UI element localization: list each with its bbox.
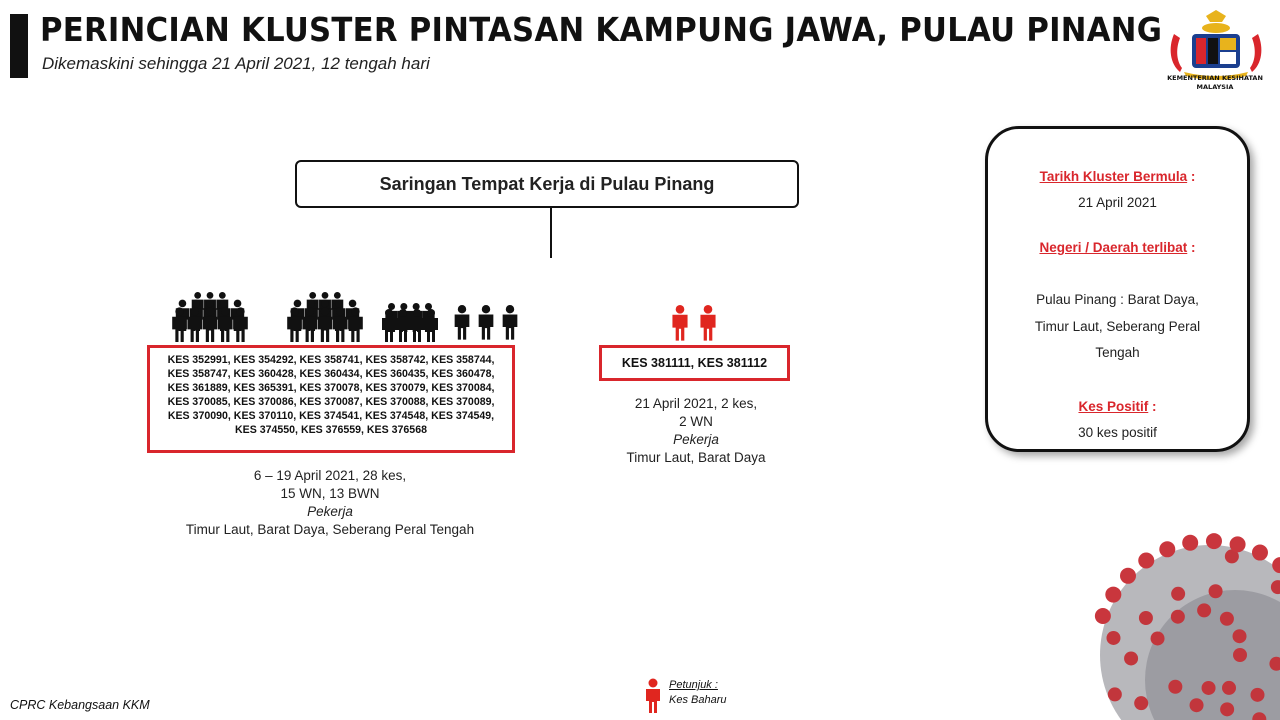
- group-1-description: [160, 467, 500, 539]
- group-1-line-2: 15 WN, 13 BWN: [280, 486, 380, 501]
- group-2-line-1: 21 April 2021, 2 kes,: [634, 396, 758, 411]
- group-1-case-list: KES 352991, KES 354292, KES 358741, KES 358742, KES 358744, KES 358747, KES 360428, KES 360434, KES 360435, KES 360478, KES 361889, KES 365391, KES 370078, KES 370079, KES 370084, KES 370085, KES 370086, KES 370087, KES 370088, KES 370089, KES 370090, KES 370110, KES 374541, KES 374548, KES 374549, KES 374550, KES 376559, KES 376568: [167, 354, 495, 436]
- title-accent-bar: [10, 14, 28, 78]
- coronavirus-illustration-icon: [1060, 495, 1280, 720]
- page-title: PERINCIAN KLUSTER PINTASAN KAMPUNG JAWA, PULAU PINANG: [40, 10, 1163, 49]
- ministry-caption: KEMENTERIAN KESIHATAN MALAYSIA: [1167, 74, 1263, 91]
- positive-label: Kes Positif: [1078, 399, 1149, 414]
- group-2-case-box: [599, 345, 790, 381]
- cluster-info-card: Tarikh Kluster Bermula : 21 April 2021 Negeri / Daerah terlibat : Pulau Pinang : Barat Daya, Timur Laut, Seberang Peral Tengah Kes Positif : 30 kes positif: [985, 126, 1250, 452]
- group-1-line-4: Timur Laut, Barat Daya, Seberang Peral Tengah: [185, 522, 475, 537]
- group-1-people-icons: [140, 282, 530, 344]
- legend-label: Kes Baharu: [669, 694, 727, 706]
- source-connector-line: [550, 208, 552, 258]
- person-icon: [503, 305, 518, 340]
- group-1-line-1: 6 – 19 April 2021, 28 kes,: [253, 468, 407, 483]
- legend-text: [669, 678, 726, 708]
- legend-title: Petunjuk :: [669, 679, 718, 691]
- group-2-line-2: 2 WN: [679, 414, 713, 429]
- positive-value: 30 kes positif: [1078, 425, 1157, 440]
- states-label: Negeri / Daerah terlibat: [1039, 240, 1188, 255]
- source-box: Saringan Tempat Kerja di Pulau Pinang: [295, 160, 799, 208]
- group-2-case-list: KES 381111, KES 381112: [621, 356, 768, 370]
- start-date-label: Tarikh Kluster Bermula: [1039, 169, 1188, 184]
- person-icon: [455, 305, 470, 340]
- states-value-2: Timur Laut, Seberang Peral: [1034, 319, 1201, 334]
- group-2-line-3: Pekerja: [673, 432, 719, 447]
- group-2-description: [596, 395, 796, 467]
- group-1-case-box: [147, 345, 515, 453]
- person-icon: [700, 305, 715, 341]
- states-value-3: Tengah: [1095, 345, 1140, 360]
- person-icon: [479, 305, 494, 340]
- person-icon: [672, 305, 687, 341]
- footer-source: CPRC Kebangsaan KKM: [10, 698, 150, 712]
- page-subtitle: Dikemaskini sehingga 21 April 2021, 12 tengah hari: [42, 54, 430, 73]
- group-2-people-icons: [666, 302, 722, 344]
- start-date-value: 21 April 2021: [1078, 195, 1157, 210]
- group-1-line-3: Pekerja: [307, 504, 353, 519]
- legend-red-person-icon: [643, 678, 663, 714]
- states-value-1: Pulau Pinang : Barat Daya,: [1036, 292, 1199, 307]
- group-2-line-4: Timur Laut, Barat Daya: [626, 450, 766, 465]
